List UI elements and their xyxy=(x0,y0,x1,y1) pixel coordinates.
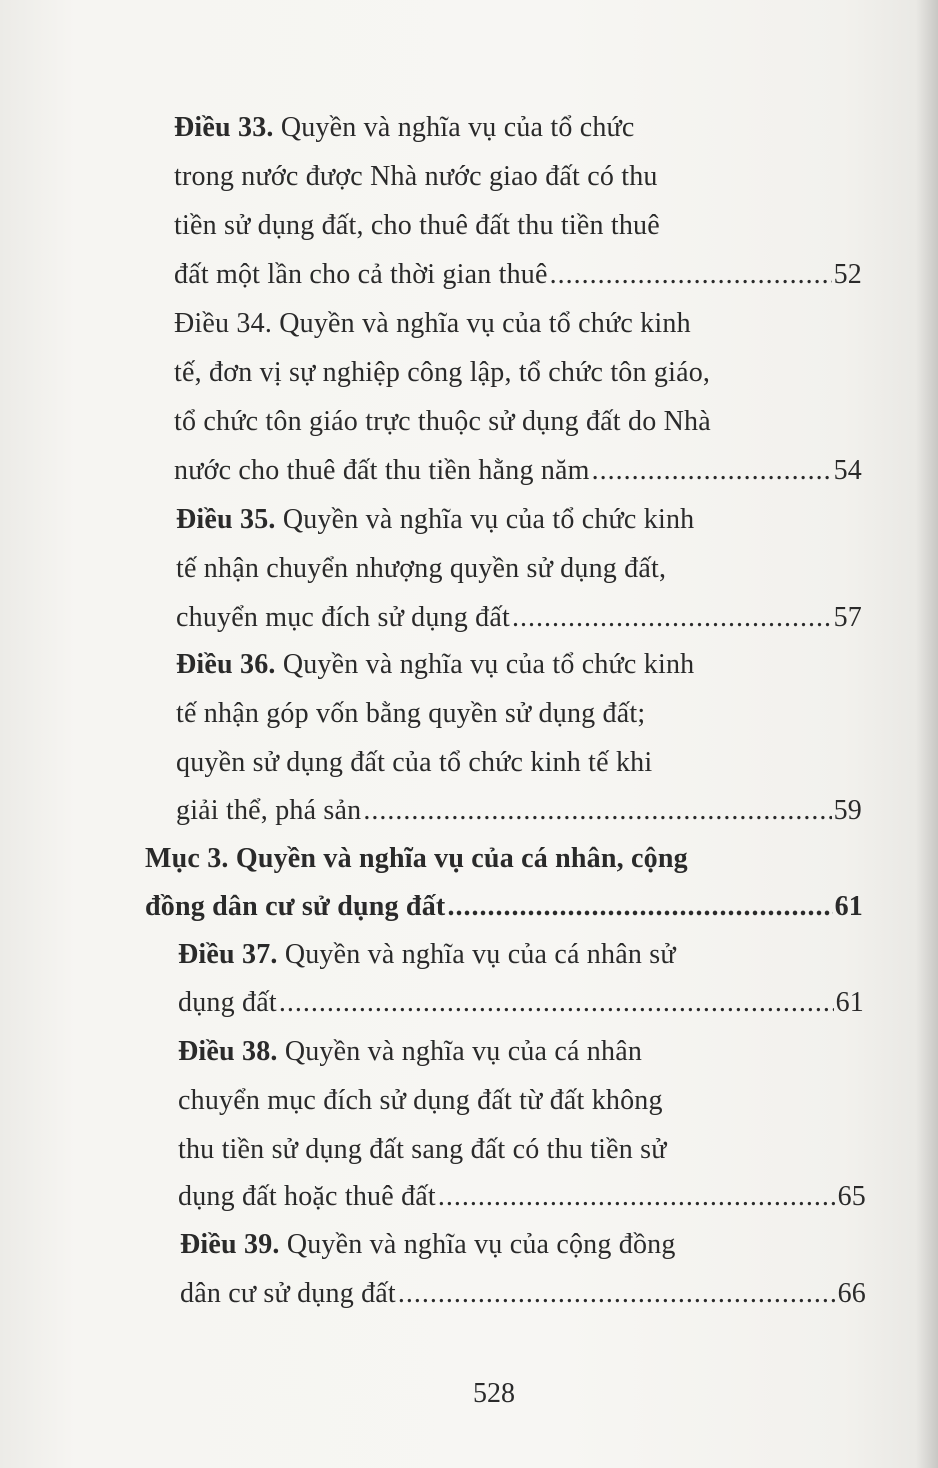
leader-dots xyxy=(447,882,832,931)
article-label: Điều 34. xyxy=(174,308,273,339)
entry-text: nước cho thuê đất thu tiền hằng năm xyxy=(174,455,590,486)
entry-text: Quyền và nghĩa vụ của cộng đồng xyxy=(286,1229,676,1260)
toc-line xyxy=(180,1220,676,1269)
page-ref: 57 xyxy=(833,602,862,633)
leader-dots xyxy=(438,1172,836,1221)
toc-line-with-page xyxy=(178,1172,866,1221)
toc-line xyxy=(174,299,691,348)
entry-text: dân cư sử dụng đất xyxy=(180,1278,396,1309)
page-ref: 54 xyxy=(833,455,862,486)
section-heading xyxy=(145,834,688,883)
toc-line: tế nhận góp vốn bằng quyền sử dụng đất; xyxy=(176,698,646,729)
toc-line xyxy=(178,1027,642,1076)
toc-line-with-page xyxy=(180,1269,866,1318)
leader-dots xyxy=(512,593,832,642)
page-ref: 61 xyxy=(835,987,864,1018)
toc-line-with-page xyxy=(174,446,862,495)
toc-line: thu tiền sử dụng đất sang đất có thu tiền sử xyxy=(178,1134,667,1165)
section-text: Quyền và nghĩa vụ của cá nhân, cộng xyxy=(235,843,688,874)
entry-text: dụng đất hoặc thuê đất xyxy=(178,1181,436,1212)
article-label: Điều 39. xyxy=(180,1229,280,1260)
entry-text: Quyền và nghĩa vụ của tổ chức xyxy=(280,112,635,143)
toc-line: trong nước được Nhà nước giao đất có thu xyxy=(174,161,658,192)
toc-line-with-page xyxy=(174,250,862,299)
toc-line xyxy=(178,930,676,979)
toc-line: tế nhận chuyển nhượng quyền sử dụng đất, xyxy=(176,553,667,584)
leader-dots xyxy=(363,786,831,835)
toc-line xyxy=(174,103,635,152)
toc-line xyxy=(176,640,694,689)
toc-line: quyền sử dụng đất của tổ chức kinh tế khi xyxy=(176,747,653,778)
page-ref: 59 xyxy=(833,795,862,826)
entry-text: Quyền và nghĩa vụ của cá nhân xyxy=(284,1036,643,1067)
article-label: Điều 37. xyxy=(178,939,278,970)
page-ref: 52 xyxy=(833,259,862,290)
toc-line: tế, đơn vị sự nghiệp công lập, tổ chức tôn giáo, xyxy=(174,357,711,388)
section-label: Mục 3. xyxy=(145,843,229,874)
entry-text: Quyền và nghĩa vụ của tổ chức kinh xyxy=(282,649,695,680)
leader-dots xyxy=(592,446,832,495)
entry-text: Quyền và nghĩa vụ của cá nhân sử xyxy=(284,939,676,970)
toc-line xyxy=(176,495,694,544)
entry-text: dụng đất xyxy=(178,987,277,1018)
page-number: 528 xyxy=(473,1378,515,1409)
toc-line-with-page xyxy=(176,593,862,642)
entry-text: giải thể, phá sản xyxy=(176,795,362,826)
entry-text: Quyền và nghĩa vụ của tổ chức kinh xyxy=(282,504,695,535)
leader-dots xyxy=(279,978,834,1027)
toc-line: tiền sử dụng đất, cho thuê đất thu tiền thuê xyxy=(174,210,660,241)
article-label: Điều 36. xyxy=(176,649,276,680)
toc-line-with-page xyxy=(178,978,864,1027)
section-heading-with-page xyxy=(145,882,863,931)
page-ref: 66 xyxy=(837,1278,866,1309)
leader-dots xyxy=(550,250,832,299)
section-text: đồng dân cư sử dụng đất xyxy=(145,891,446,922)
page-ref: 65 xyxy=(837,1181,866,1212)
toc-line: chuyển mục đích sử dụng đất từ đất không xyxy=(178,1085,663,1116)
article-label: Điều 33. xyxy=(174,112,274,143)
entry-text: Quyền và nghĩa vụ của tổ chức kinh xyxy=(279,308,691,339)
toc-line: tổ chức tôn giáo trực thuộc sử dụng đất do Nhà xyxy=(174,406,711,437)
entry-text: đất một lần cho cả thời gian thuê xyxy=(174,259,548,290)
leader-dots xyxy=(398,1269,836,1318)
toc-line-with-page xyxy=(176,786,862,835)
article-label: Điều 38. xyxy=(178,1036,278,1067)
page-edge-shadow xyxy=(916,0,938,1468)
entry-text: chuyển mục đích sử dụng đất xyxy=(176,602,510,633)
article-label: Điều 35. xyxy=(176,504,276,535)
page-ref: 61 xyxy=(834,891,863,922)
